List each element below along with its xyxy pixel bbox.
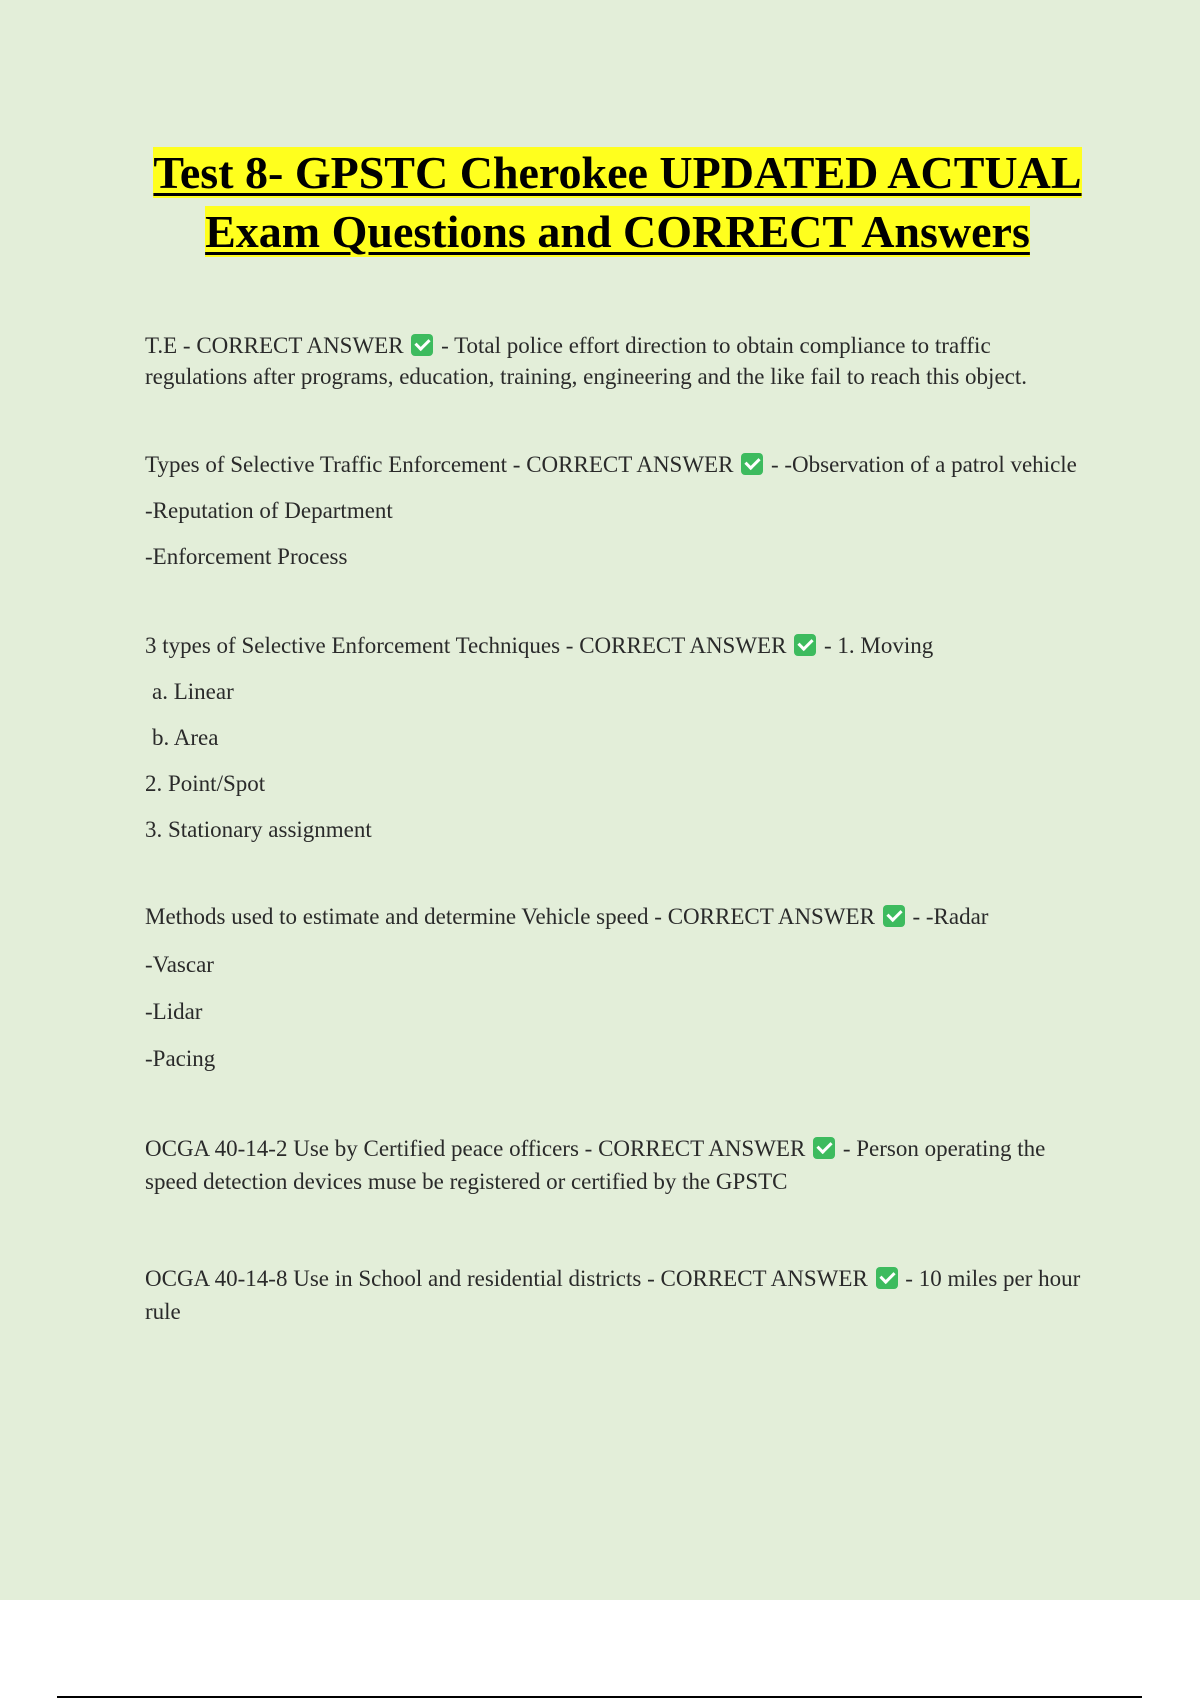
answer-marker: CORRECT ANSWER [579, 633, 787, 658]
question-term: Types of Selective Traffic Enforcement [145, 452, 508, 477]
answer-text: 1. Moving [837, 633, 934, 658]
answer-marker: CORRECT ANSWER [196, 333, 404, 358]
qa-item: T.E - CORRECT ANSWER - Total police effort direction to obtain compliance to traffic regulations after programs, education, training, engineering and the like fail to reach this object. [145, 333, 1027, 389]
answer-line: 2. Point/Spot [145, 771, 266, 796]
answer-text: 10 miles per hour rule [145, 1266, 1081, 1324]
answer-text: Total police effort direction to obtain compliance to traffic regulations after programs, education, training, engineering and the like fail to reach this object. [145, 333, 1027, 389]
question-term: OCGA 40-14-2 Use by Certified peace officers [145, 1136, 579, 1161]
checkmark-icon [813, 1137, 835, 1159]
answer-marker: CORRECT ANSWER [667, 904, 875, 929]
answer-line: a. Linear [152, 679, 234, 704]
answer-line: -Pacing [145, 1046, 216, 1071]
qa-item: 3 types of Selective Enforcement Techniques - CORRECT ANSWER - 1. Moving [145, 633, 934, 658]
question-term: 3 types of Selective Enforcement Techniques [145, 633, 561, 658]
answer-marker: CORRECT ANSWER [526, 452, 734, 477]
answer-line: -Enforcement Process [145, 544, 348, 569]
answer-marker: CORRECT ANSWER [660, 1266, 868, 1291]
question-term: Methods used to estimate and determine Vehicle speed [145, 904, 649, 929]
answer-text: -Observation of a patrol vehicle [784, 452, 1077, 477]
answer-line: -Lidar [145, 999, 203, 1024]
answer-marker: CORRECT ANSWER [598, 1136, 806, 1161]
answer-line: 3. Stationary assignment [145, 817, 372, 842]
footer-rule [57, 1696, 1142, 1698]
checkmark-icon [876, 1267, 898, 1289]
answer-line: b. Area [152, 725, 219, 750]
document-body [145, 330, 1095, 1328]
checkmark-icon [794, 634, 816, 656]
qa-item: Methods used to estimate and determine Vehicle speed - CORRECT ANSWER - -Radar [145, 904, 989, 929]
answer-text: Person operating the speed detection devices muse be registered or certified by the GPSTC [145, 1136, 1046, 1194]
checkmark-icon [883, 905, 905, 927]
question-term: T.E [145, 333, 178, 358]
document-title: Test 8- GPSTC Cherokee UPDATED ACTUAL Exam Questions and CORRECT Answers [153, 147, 1082, 257]
checkmark-icon [741, 453, 763, 475]
answer-text: -Radar [925, 904, 989, 929]
qa-item: Types of Selective Traffic Enforcement - CORRECT ANSWER - -Observation of a patrol vehicle [145, 452, 1077, 477]
qa-item: OCGA 40-14-2 Use by Certified peace officers - CORRECT ANSWER - Person operating the speed detection devices muse be registered or certified by the GPSTC [145, 1136, 1046, 1194]
answer-line: -Reputation of Department [145, 498, 393, 523]
question-term: OCGA 40-14-8 Use in School and residential districts [145, 1266, 642, 1291]
checkmark-icon [411, 334, 433, 356]
qa-item: OCGA 40-14-8 Use in School and residential districts - CORRECT ANSWER - 10 miles per hour rule [145, 1266, 1081, 1324]
answer-line: -Vascar [145, 952, 214, 977]
